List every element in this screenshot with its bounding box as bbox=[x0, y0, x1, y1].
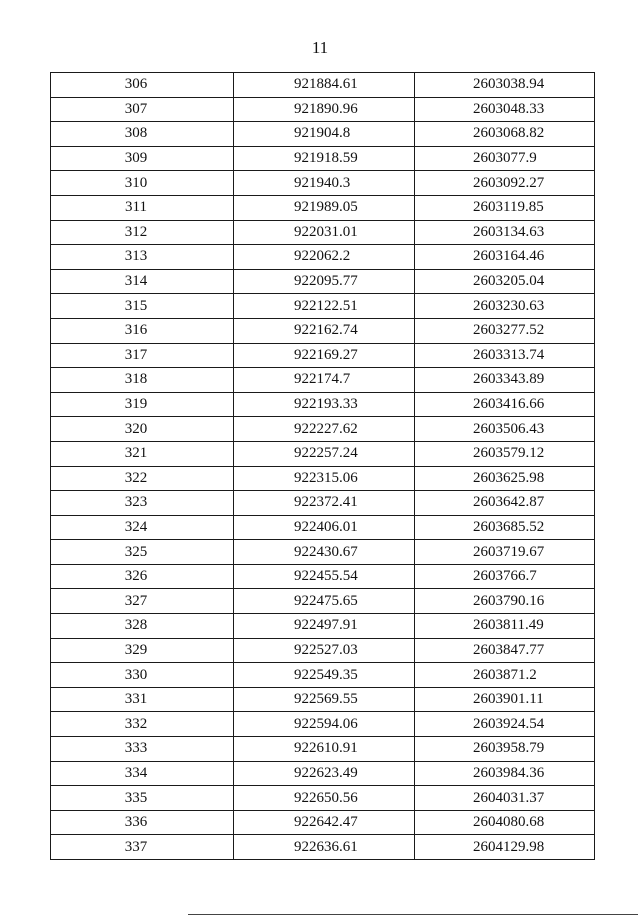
bottom-rule bbox=[188, 914, 638, 915]
point-number-cell: 319 bbox=[51, 392, 234, 417]
x-coordinate-cell: 921904.8 bbox=[234, 122, 415, 147]
table-row bbox=[51, 417, 595, 442]
y-coordinate-cell: 2603642.87 bbox=[415, 491, 595, 516]
table-row bbox=[51, 318, 595, 343]
x-coordinate-cell: 922227.62 bbox=[234, 417, 415, 442]
y-coordinate-cell: 2603313.74 bbox=[415, 343, 595, 368]
point-number-cell: 327 bbox=[51, 589, 234, 614]
x-coordinate-cell: 922594.06 bbox=[234, 712, 415, 737]
point-number-cell: 310 bbox=[51, 171, 234, 196]
table-row bbox=[51, 737, 595, 762]
table-row bbox=[51, 392, 595, 417]
x-coordinate-cell: 922162.74 bbox=[234, 318, 415, 343]
table-row bbox=[51, 540, 595, 565]
x-coordinate-cell: 921918.59 bbox=[234, 146, 415, 171]
table-row bbox=[51, 441, 595, 466]
table-row bbox=[51, 73, 595, 98]
point-number-cell: 333 bbox=[51, 737, 234, 762]
point-number-cell: 320 bbox=[51, 417, 234, 442]
y-coordinate-cell: 2603416.66 bbox=[415, 392, 595, 417]
point-number-cell: 316 bbox=[51, 318, 234, 343]
x-coordinate-cell: 922497.91 bbox=[234, 614, 415, 639]
x-coordinate-cell: 921884.61 bbox=[234, 73, 415, 98]
y-coordinate-cell: 2603958.79 bbox=[415, 737, 595, 762]
y-coordinate-cell: 2603343.89 bbox=[415, 368, 595, 393]
x-coordinate-cell: 922642.47 bbox=[234, 810, 415, 835]
x-coordinate-cell: 922257.24 bbox=[234, 441, 415, 466]
y-coordinate-cell: 2603119.85 bbox=[415, 195, 595, 220]
y-coordinate-cell: 2603038.94 bbox=[415, 73, 595, 98]
table-row bbox=[51, 269, 595, 294]
x-coordinate-cell: 922193.33 bbox=[234, 392, 415, 417]
point-number-cell: 309 bbox=[51, 146, 234, 171]
table-row bbox=[51, 491, 595, 516]
page-number: 11 bbox=[311, 38, 329, 57]
x-coordinate-cell: 921940.3 bbox=[234, 171, 415, 196]
x-coordinate-cell: 922650.56 bbox=[234, 786, 415, 811]
table-row bbox=[51, 122, 595, 147]
y-coordinate-cell: 2603901.11 bbox=[415, 687, 595, 712]
x-coordinate-cell: 922527.03 bbox=[234, 638, 415, 663]
point-number-cell: 324 bbox=[51, 515, 234, 540]
y-coordinate-cell: 2603077.9 bbox=[415, 146, 595, 171]
point-number-cell: 307 bbox=[51, 97, 234, 122]
y-coordinate-cell: 2603579.12 bbox=[415, 441, 595, 466]
x-coordinate-cell: 922174.7 bbox=[234, 368, 415, 393]
x-coordinate-cell: 922406.01 bbox=[234, 515, 415, 540]
y-coordinate-cell: 2603790.16 bbox=[415, 589, 595, 614]
x-coordinate-cell: 922455.54 bbox=[234, 564, 415, 589]
table-row bbox=[51, 835, 595, 860]
y-coordinate-cell: 2603134.63 bbox=[415, 220, 595, 245]
y-coordinate-cell: 2604031.37 bbox=[415, 786, 595, 811]
table-row bbox=[51, 195, 595, 220]
y-coordinate-cell: 2603506.43 bbox=[415, 417, 595, 442]
x-coordinate-cell: 922062.2 bbox=[234, 245, 415, 270]
x-coordinate-cell: 922569.55 bbox=[234, 687, 415, 712]
table-row bbox=[51, 220, 595, 245]
x-coordinate-cell: 922623.49 bbox=[234, 761, 415, 786]
x-coordinate-cell: 922122.51 bbox=[234, 294, 415, 319]
coordinate-table-body bbox=[51, 73, 595, 860]
y-coordinate-cell: 2604129.98 bbox=[415, 835, 595, 860]
y-coordinate-cell: 2603092.27 bbox=[415, 171, 595, 196]
y-coordinate-cell: 2603811.49 bbox=[415, 614, 595, 639]
table-row bbox=[51, 663, 595, 688]
x-coordinate-cell: 922475.65 bbox=[234, 589, 415, 614]
point-number-cell: 326 bbox=[51, 564, 234, 589]
y-coordinate-cell: 2603205.04 bbox=[415, 269, 595, 294]
x-coordinate-cell: 922549.35 bbox=[234, 663, 415, 688]
x-coordinate-cell: 922610.91 bbox=[234, 737, 415, 762]
point-number-cell: 317 bbox=[51, 343, 234, 368]
y-coordinate-cell: 2603924.54 bbox=[415, 712, 595, 737]
y-coordinate-cell: 2603625.98 bbox=[415, 466, 595, 491]
point-number-cell: 314 bbox=[51, 269, 234, 294]
table-row bbox=[51, 97, 595, 122]
table-row bbox=[51, 638, 595, 663]
table-row bbox=[51, 810, 595, 835]
coordinate-table bbox=[50, 72, 595, 860]
point-number-cell: 332 bbox=[51, 712, 234, 737]
table-row bbox=[51, 786, 595, 811]
point-number-cell: 306 bbox=[51, 73, 234, 98]
point-number-cell: 313 bbox=[51, 245, 234, 270]
point-number-cell: 330 bbox=[51, 663, 234, 688]
point-number-cell: 336 bbox=[51, 810, 234, 835]
point-number-cell: 323 bbox=[51, 491, 234, 516]
point-number-cell: 311 bbox=[51, 195, 234, 220]
y-coordinate-cell: 2603230.63 bbox=[415, 294, 595, 319]
y-coordinate-cell: 2603048.33 bbox=[415, 97, 595, 122]
x-coordinate-cell: 921890.96 bbox=[234, 97, 415, 122]
y-coordinate-cell: 2604080.68 bbox=[415, 810, 595, 835]
y-coordinate-cell: 2603164.46 bbox=[415, 245, 595, 270]
y-coordinate-cell: 2603984.36 bbox=[415, 761, 595, 786]
x-coordinate-cell: 922095.77 bbox=[234, 269, 415, 294]
y-coordinate-cell: 2603766.7 bbox=[415, 564, 595, 589]
point-number-cell: 315 bbox=[51, 294, 234, 319]
table-row bbox=[51, 515, 595, 540]
y-coordinate-cell: 2603719.67 bbox=[415, 540, 595, 565]
y-coordinate-cell: 2603277.52 bbox=[415, 318, 595, 343]
y-coordinate-cell: 2603068.82 bbox=[415, 122, 595, 147]
table-row bbox=[51, 687, 595, 712]
table-row bbox=[51, 245, 595, 270]
table-row bbox=[51, 368, 595, 393]
point-number-cell: 312 bbox=[51, 220, 234, 245]
point-number-cell: 322 bbox=[51, 466, 234, 491]
table-row bbox=[51, 171, 595, 196]
point-number-cell: 325 bbox=[51, 540, 234, 565]
point-number-cell: 328 bbox=[51, 614, 234, 639]
table-row bbox=[51, 146, 595, 171]
x-coordinate-cell: 922169.27 bbox=[234, 343, 415, 368]
table-row bbox=[51, 761, 595, 786]
x-coordinate-cell: 922372.41 bbox=[234, 491, 415, 516]
table-row bbox=[51, 614, 595, 639]
x-coordinate-cell: 921989.05 bbox=[234, 195, 415, 220]
table-row bbox=[51, 466, 595, 491]
y-coordinate-cell: 2603847.77 bbox=[415, 638, 595, 663]
y-coordinate-cell: 2603871.2 bbox=[415, 663, 595, 688]
point-number-cell: 337 bbox=[51, 835, 234, 860]
point-number-cell: 308 bbox=[51, 122, 234, 147]
table-row bbox=[51, 294, 595, 319]
point-number-cell: 321 bbox=[51, 441, 234, 466]
table-row bbox=[51, 564, 595, 589]
x-coordinate-cell: 922315.06 bbox=[234, 466, 415, 491]
point-number-cell: 331 bbox=[51, 687, 234, 712]
table-row bbox=[51, 343, 595, 368]
point-number-cell: 318 bbox=[51, 368, 234, 393]
point-number-cell: 335 bbox=[51, 786, 234, 811]
point-number-cell: 334 bbox=[51, 761, 234, 786]
x-coordinate-cell: 922636.61 bbox=[234, 835, 415, 860]
table-row bbox=[51, 589, 595, 614]
x-coordinate-cell: 922430.67 bbox=[234, 540, 415, 565]
y-coordinate-cell: 2603685.52 bbox=[415, 515, 595, 540]
point-number-cell: 329 bbox=[51, 638, 234, 663]
x-coordinate-cell: 922031.01 bbox=[234, 220, 415, 245]
table-row bbox=[51, 712, 595, 737]
